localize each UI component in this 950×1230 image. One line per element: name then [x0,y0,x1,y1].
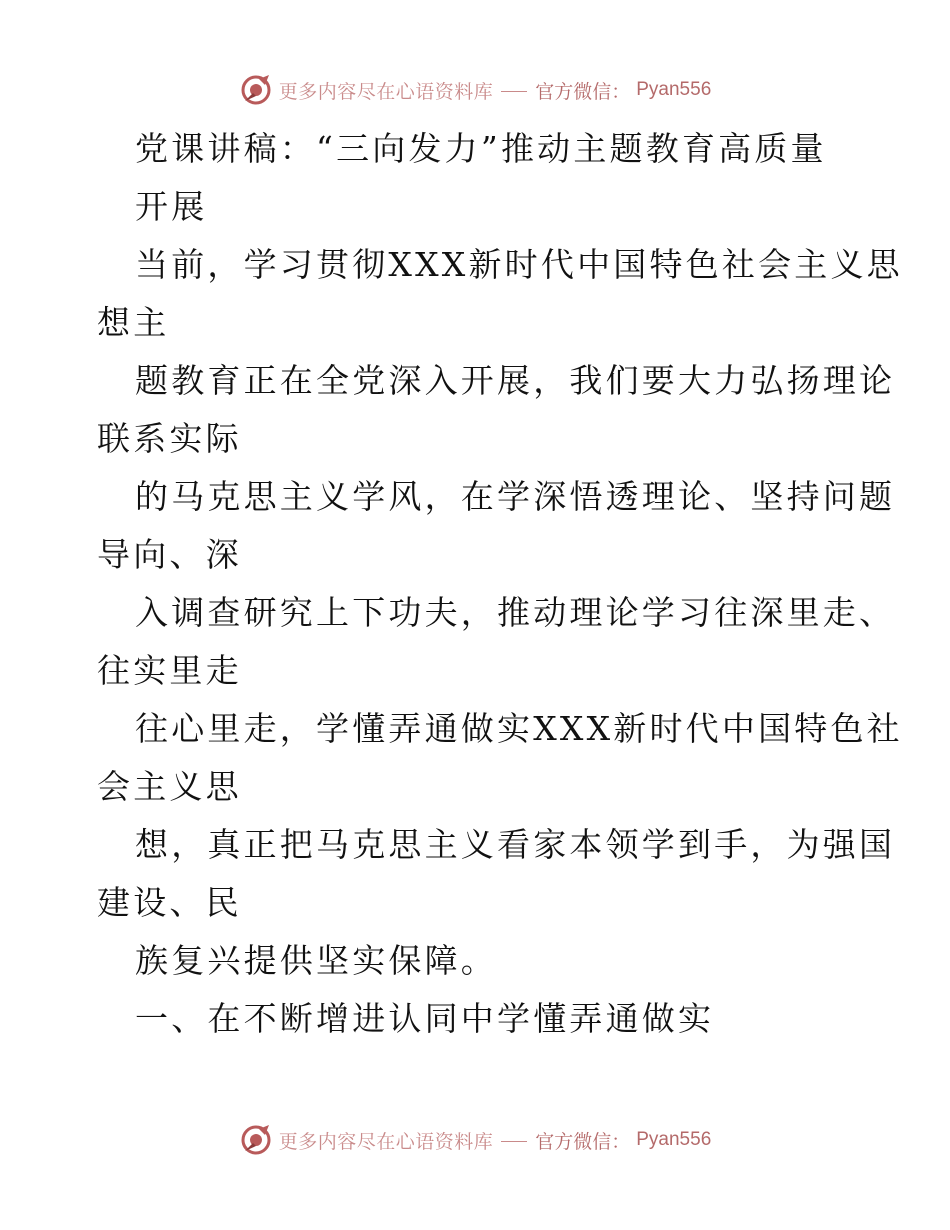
text-line: 一、在不断增进认同中学懂弄通做实 [135,999,715,1038]
text-line: 想主 [97,303,170,342]
watermark-official-label: 官方微信： [535,80,631,103]
text-line: 导向、深 [97,535,242,574]
watermark-wechat-id: Pyan556 [636,79,712,100]
watermark-official-label: 官方微信： [535,1130,631,1153]
text-line: 的马克思主义学风，在学深悟透理论、坚持问题 [135,477,896,516]
text-line: 党课讲稿：“三向发力”推动主题教育高质量 [135,129,827,168]
text-line: 往心里走，学懂弄通做实XXX新时代中国特色社 [135,709,903,748]
watermark-wechat-id: Pyan556 [636,1129,712,1150]
watermark-text: 更多内容尽在心语资料库 [278,1130,494,1153]
watermark-text: 更多内容尽在心语资料库 [278,80,494,103]
header-watermark [0,70,950,110]
text-line: 开展 [135,187,208,226]
text-line: 族复兴提供坚实保障。 [135,941,497,980]
watermark-dash [501,91,527,92]
text-line: 当前，学习贯彻XXX新时代中国特色社会主义思 [135,245,903,284]
footer-watermark [0,1120,950,1160]
text-line: 会主义思 [97,767,242,806]
text-line: 建设、民 [97,883,242,922]
watermark-dash [501,1141,527,1142]
text-line: 往实里走 [97,651,242,690]
document-body [97,120,903,1048]
text-line: 题教育正在全党深入开展，我们要大力弘扬理论 [135,361,896,400]
text-line: 想，真正把马克思主义看家本领学到手，为强国 [135,825,896,864]
text-line: 入调查研究上下功夫，推动理论学习往深里走、 [135,593,896,632]
pen-logo-icon [239,73,273,107]
text-line: 联系实际 [97,419,242,458]
pen-logo-icon [239,1123,273,1157]
